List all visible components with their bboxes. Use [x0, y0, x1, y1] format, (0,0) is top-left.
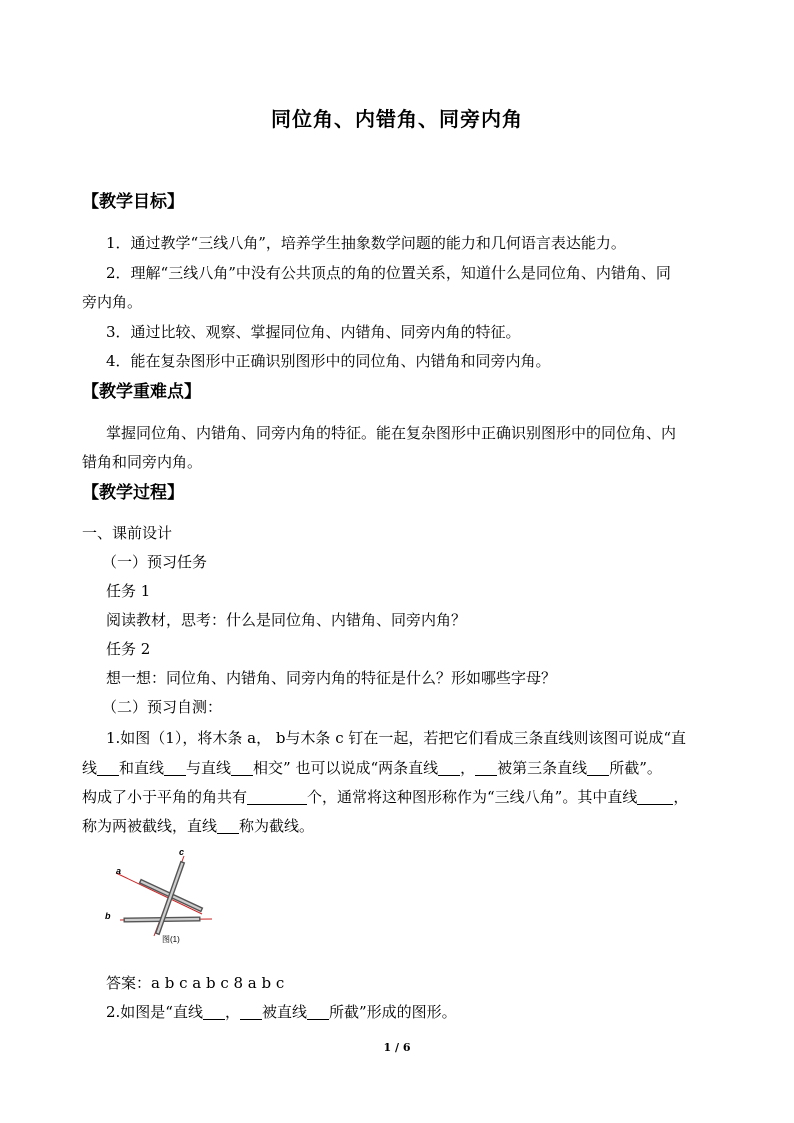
heading-teaching-goals: 【教学目标】	[82, 192, 184, 212]
q1-text: ，	[460, 759, 476, 777]
label-b: b	[105, 911, 111, 921]
part-pre-class: 一、课前设计	[82, 524, 173, 542]
answer-blank[interactable]	[475, 760, 497, 776]
answer-blank[interactable]	[240, 1004, 262, 1020]
key-points-line-2: 错角和同旁内角。	[82, 453, 203, 471]
document-title: 同位角、内错角、同旁内角	[271, 107, 523, 131]
label-c: c	[179, 847, 185, 857]
answer-blank[interactable]	[164, 760, 186, 776]
q2-text: 2.如图是“直线	[106, 1003, 203, 1021]
sub-preview-tasks: （一）预习任务	[102, 553, 208, 571]
q1-text: 称为截线。	[239, 817, 315, 835]
q2-text: 所截”形成的图形。	[329, 1003, 457, 1021]
q1-text: 和直线	[119, 759, 165, 777]
question-1-line-4	[82, 815, 314, 837]
question-1-line-3	[82, 786, 688, 808]
answer-blank[interactable]	[637, 789, 673, 805]
answer-blank[interactable]	[203, 1004, 225, 1020]
figure-caption: 图(1)	[162, 935, 180, 944]
task-2-text: 想一想：同位角、内错角、同旁内角的特征是什么？形如哪些字母？	[106, 669, 557, 687]
answer-blank[interactable]	[231, 760, 253, 776]
heading-key-points: 【教学重难点】	[82, 382, 201, 402]
answer-blank[interactable]	[97, 760, 119, 776]
question-1-line-2	[82, 757, 662, 779]
q1-text: ，	[673, 788, 689, 806]
task-1-label: 任务 1	[106, 582, 151, 600]
figure-three-lines	[102, 846, 214, 946]
question-1-line-1: 1.如图（1），将木条 a， b与木条 c 钉在一起，若把它们看成三条直线则该图可说成“直	[106, 729, 687, 747]
task-2-label: 任务 2	[106, 640, 151, 658]
q2-text: ，	[224, 1003, 240, 1021]
task-1-text: 阅读教材，思考：什么是同位角、内错角、同旁内角？	[106, 611, 467, 629]
q1-text: 所截”。	[609, 759, 662, 777]
goal-item-2: 2．理解“三线八角”中没有公共顶点的角的位置关系，知道什么是同位角、内错角、同	[106, 264, 671, 282]
answer-blank[interactable]	[438, 760, 460, 776]
question-2	[106, 1001, 457, 1023]
goal-item-1: 1．通过教学“三线八角”，培养学生抽象数学问题的能力和几何语言表达能力。	[106, 234, 626, 252]
label-a: a	[116, 866, 122, 876]
line-a	[116, 873, 202, 914]
q1-text: 构成了小于平角的角共有	[82, 788, 248, 806]
answer-blank[interactable]	[217, 818, 239, 834]
answer-line: 答案：a b c a b c 8 a b c	[106, 974, 285, 992]
q1-text: 称为两被截线，直线	[82, 817, 218, 835]
q1-text: 与直线	[186, 759, 232, 777]
q1-text: 被第三条直线	[497, 759, 588, 777]
goal-item-4: 4．能在复杂图形中正确识别图形中的同位角、内错角和同旁内角。	[106, 352, 551, 370]
q1-text: 相交” 也可以说成“两条直线	[253, 759, 439, 777]
sub-self-test: （二）预习自测：	[102, 698, 223, 716]
answer-blank[interactable]	[587, 760, 609, 776]
key-points-line-1: 掌握同位角、内错角、同旁内角的特征。能在复杂图形中正确识别图形中的同位角、内	[106, 424, 677, 442]
heading-teaching-process: 【教学过程】	[82, 483, 184, 503]
goal-item-2-cont: 旁内角。	[82, 293, 143, 311]
goal-item-3: 3．通过比较、观察、掌握同位角、内错角、同旁内角的特征。	[106, 323, 521, 341]
q1-text: 个，通常将这种图形称作为“三线八角”。其中直线	[307, 788, 638, 806]
q1-text: 线	[82, 759, 98, 777]
answer-blank[interactable]	[247, 789, 307, 805]
q2-text: 被直线	[262, 1003, 308, 1021]
page-number: 1 / 6	[383, 1041, 411, 1054]
answer-blank[interactable]	[307, 1004, 329, 1020]
